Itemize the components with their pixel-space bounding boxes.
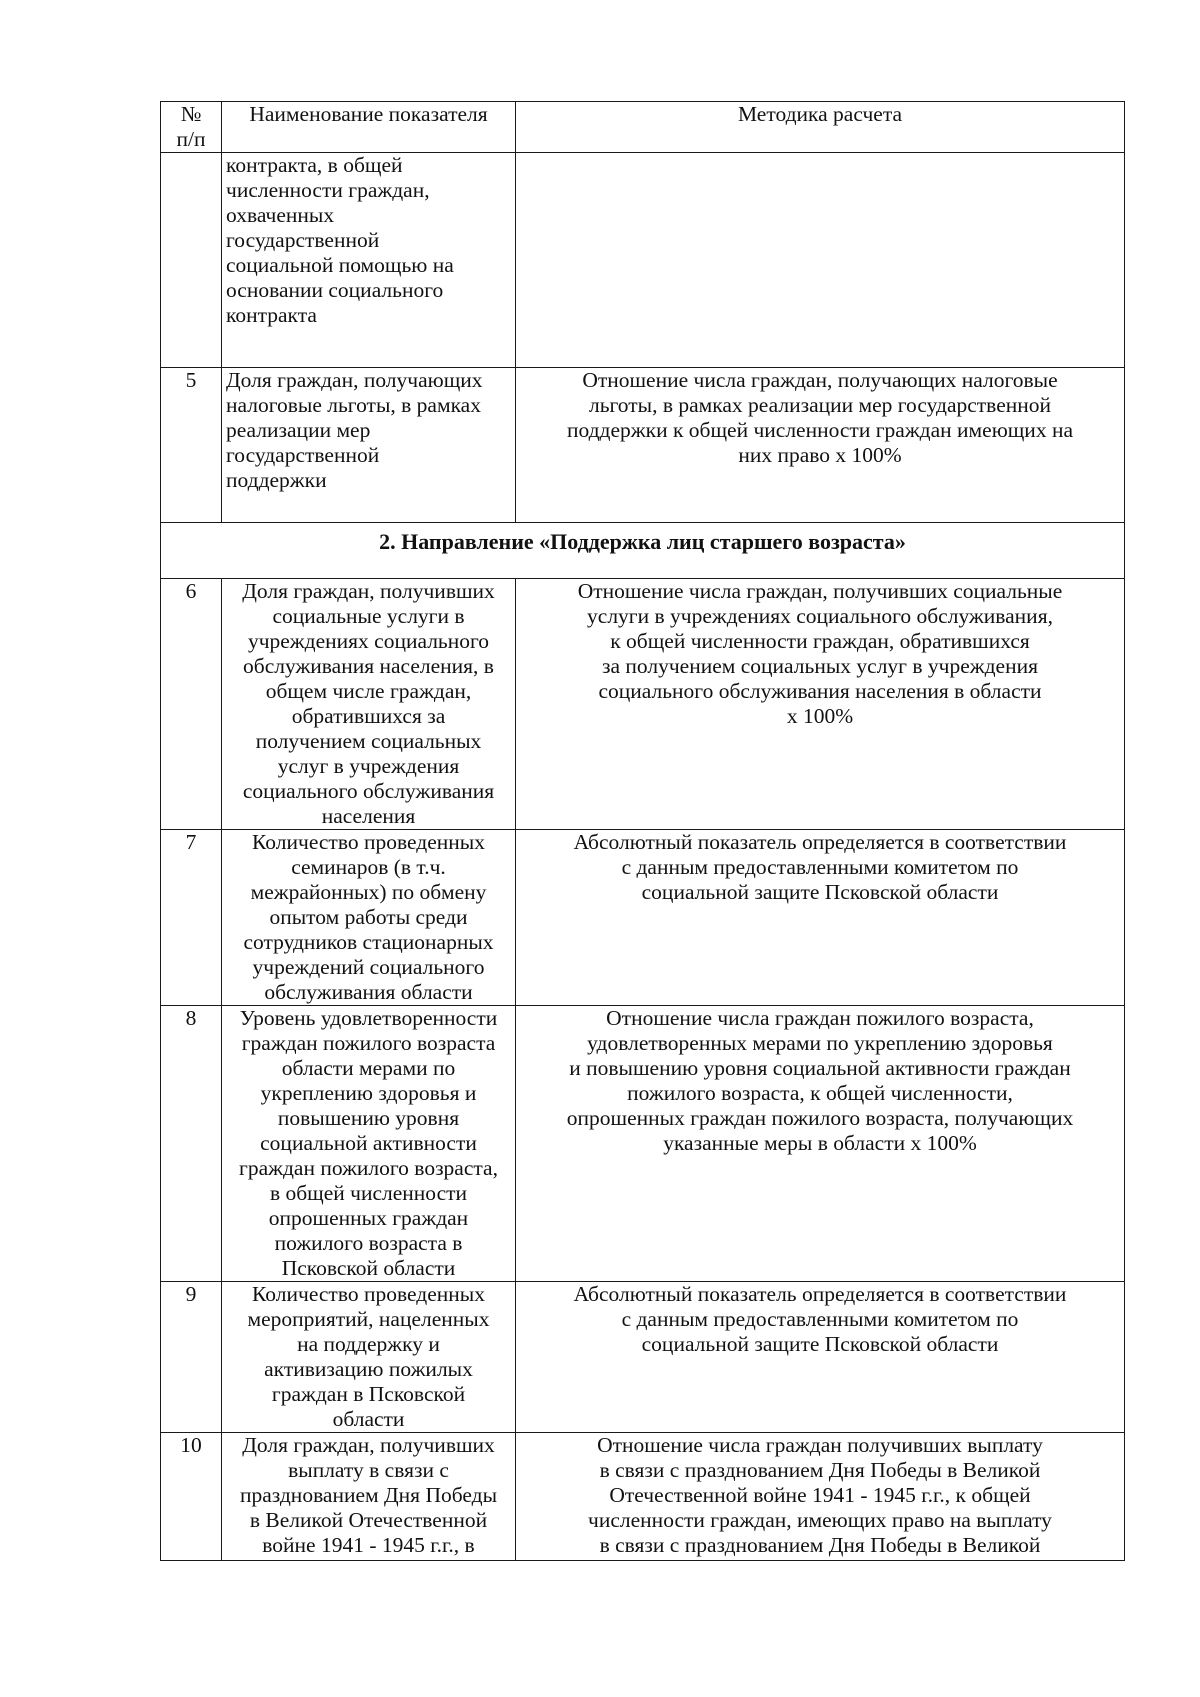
section-heading: 2. Направление «Поддержка лиц старшего возраста» xyxy=(161,523,1125,579)
row-number-cell: 8 xyxy=(161,1006,222,1282)
row-method-cell xyxy=(516,830,1125,1006)
name-line: обратившихся за xyxy=(291,704,446,728)
row-number-cell: 6 xyxy=(161,579,222,830)
name-line: области мерами по xyxy=(281,1056,456,1080)
method-line: Абсолютный показатель определяется в соответствии xyxy=(573,830,1067,854)
header-method-cell xyxy=(516,102,1125,153)
name-line: Уровень удовлетворенности xyxy=(239,1006,498,1030)
method-line: Отношение числа граждан, получающих налоговые xyxy=(582,368,1058,392)
header-number-sign: № xyxy=(180,102,202,126)
name-line: государственной xyxy=(226,443,380,467)
name-line: общем числе граждан, xyxy=(265,679,472,703)
name-line: Доля граждан, получающих xyxy=(226,368,483,392)
name-line: мероприятий, нацеленных xyxy=(247,1307,490,1331)
name-line: налоговые льготы, в рамках xyxy=(226,393,481,417)
name-line: социального обслуживания xyxy=(242,779,495,803)
method-line: с данным предоставленными комитетом по xyxy=(621,855,1019,879)
name-line: численности граждан, xyxy=(226,178,430,202)
method-line: пожилого возраста, к общей численности, xyxy=(627,1081,1013,1105)
method-line: Отечественной войне 1941 - 1945 г.г., к общей xyxy=(609,1483,1031,1507)
header-name-cell xyxy=(222,102,516,153)
method-line: них право х 100% xyxy=(738,443,902,467)
row-method-cell xyxy=(516,579,1125,830)
name-line: реализации мер xyxy=(226,418,371,442)
method-line: численности граждан, имеющих право на выплату xyxy=(588,1508,1052,1532)
row-number-cell: 10 xyxy=(161,1433,222,1561)
name-line: Псковской области xyxy=(281,1256,456,1280)
row-number-cell: 5 xyxy=(161,368,222,523)
name-line: граждан в Псковской xyxy=(271,1382,466,1406)
name-line: сотрудников стационарных xyxy=(243,930,494,954)
row-number-cell: 9 xyxy=(161,1282,222,1433)
row-name-cell xyxy=(222,1282,516,1433)
name-line: опытом работы среди xyxy=(269,905,468,929)
method-line: социальной защите Псковской области xyxy=(641,880,999,904)
table-row xyxy=(161,153,1125,368)
name-line: укреплению здоровья и xyxy=(260,1081,477,1105)
name-line: социальной помощью на xyxy=(226,253,454,277)
method-line: Отношение числа граждан пожилого возраста, xyxy=(606,1006,1034,1030)
name-line: опрошенных граждан xyxy=(268,1206,469,1230)
method-line: Абсолютный показатель определяется в соответствии xyxy=(573,1282,1067,1306)
method-line: удовлетворенных мерами по укреплению здоровья xyxy=(587,1031,1053,1055)
name-line: учреждений социального xyxy=(252,955,485,979)
row-method-cell xyxy=(516,153,1125,368)
name-line: Количество проведенных xyxy=(252,830,485,854)
row-number-cell xyxy=(161,153,222,368)
row-method-cell xyxy=(516,1006,1125,1282)
table-header-row xyxy=(161,102,1125,153)
method-line: в связи с празднованием Дня Победы в Великой xyxy=(599,1458,1041,1482)
name-line: активизацию пожилых xyxy=(264,1357,473,1381)
method-line: опрошенных граждан пожилого возраста, получающих xyxy=(566,1106,1074,1130)
method-line: указанные меры в области х 100% xyxy=(663,1131,977,1155)
name-line: Доля граждан, получивших xyxy=(242,579,495,603)
method-line: к общей численности граждан, обратившихся xyxy=(610,629,1030,653)
name-line: области xyxy=(332,1407,405,1431)
name-line: обслуживания области xyxy=(264,980,473,1004)
name-line: в общей численности xyxy=(269,1181,468,1205)
row-name-cell xyxy=(222,1006,516,1282)
name-line: социальной активности xyxy=(260,1131,477,1155)
name-line: граждан пожилого возраста, xyxy=(239,1156,498,1180)
name-line: социальные услуги в xyxy=(272,604,465,628)
method-line: Отношение числа граждан получивших выплату xyxy=(597,1433,1043,1457)
row-number-cell: 7 xyxy=(161,830,222,1006)
name-line: контракта, в общей xyxy=(226,153,403,177)
method-line: льготы, в рамках реализации мер государственной xyxy=(588,393,1052,417)
section-heading-row xyxy=(161,523,1125,579)
method-line: социального обслуживания населения в области xyxy=(598,679,1042,703)
method-line: социальной защите Псковской области xyxy=(641,1332,999,1356)
method-line: услуги в учреждениях социального обслуживания, xyxy=(587,604,1053,628)
name-line: войне 1941 - 1945 г.г., в xyxy=(262,1533,475,1557)
name-line: межрайонных) по обмену xyxy=(250,880,487,904)
method-line: за получением социальных услуг в учреждения xyxy=(602,654,1038,678)
row-name-cell xyxy=(222,153,516,368)
row-name-cell xyxy=(222,1433,516,1561)
header-name-label: Наименование показателя xyxy=(249,102,488,126)
name-line: семинаров (в т.ч. xyxy=(291,855,446,879)
row-name-cell xyxy=(222,368,516,523)
method-line: поддержки к общей численности граждан имеющих на xyxy=(566,418,1073,442)
method-line: и повышению уровня социальной активности граждан xyxy=(569,1056,1071,1080)
name-line: контракта xyxy=(226,303,317,327)
header-method-label: Методика расчета xyxy=(737,102,903,126)
row-method-cell xyxy=(516,368,1125,523)
table-row xyxy=(161,368,1125,523)
name-line: Доля граждан, получивших xyxy=(242,1433,495,1457)
name-line: государственной xyxy=(226,228,380,252)
header-number-pp: п/п xyxy=(176,127,206,151)
name-line: услуг в учреждения xyxy=(277,754,460,778)
table-row xyxy=(161,1282,1125,1433)
table-row xyxy=(161,579,1125,830)
header-number-cell xyxy=(161,102,222,153)
name-line: Количество проведенных xyxy=(252,1282,485,1306)
table-row xyxy=(161,1006,1125,1282)
name-line: охваченных xyxy=(226,203,335,227)
name-line: повышению уровня xyxy=(277,1106,460,1130)
name-line: получением социальных xyxy=(255,729,482,753)
row-method-cell xyxy=(516,1282,1125,1433)
table-row xyxy=(161,1433,1125,1561)
name-line: в Великой Отечественной xyxy=(249,1508,488,1532)
method-line: с данным предоставленными комитетом по xyxy=(621,1307,1019,1331)
name-line: населения xyxy=(321,804,416,828)
table-row xyxy=(161,830,1125,1006)
method-line: в связи с празднованием Дня Победы в Великой xyxy=(599,1533,1041,1557)
name-line: пожилого возраста в xyxy=(274,1231,463,1255)
name-line: основании социального xyxy=(226,278,444,302)
name-line: граждан пожилого возраста xyxy=(241,1031,496,1055)
method-line: х 100% xyxy=(786,704,854,728)
row-method-cell xyxy=(516,1433,1125,1561)
method-line: Отношение числа граждан, получивших социальные xyxy=(577,579,1063,603)
name-line: выплату в связи с xyxy=(288,1458,449,1482)
name-line: обслуживания населения, в xyxy=(243,654,494,678)
name-line: на поддержку и xyxy=(297,1332,440,1356)
row-name-cell xyxy=(222,830,516,1006)
indicators-table xyxy=(160,101,1125,1561)
name-line: учреждениях социального xyxy=(247,629,490,653)
name-line: поддержки xyxy=(226,468,327,492)
name-line: празднованием Дня Победы xyxy=(239,1483,498,1507)
row-name-cell xyxy=(222,579,516,830)
